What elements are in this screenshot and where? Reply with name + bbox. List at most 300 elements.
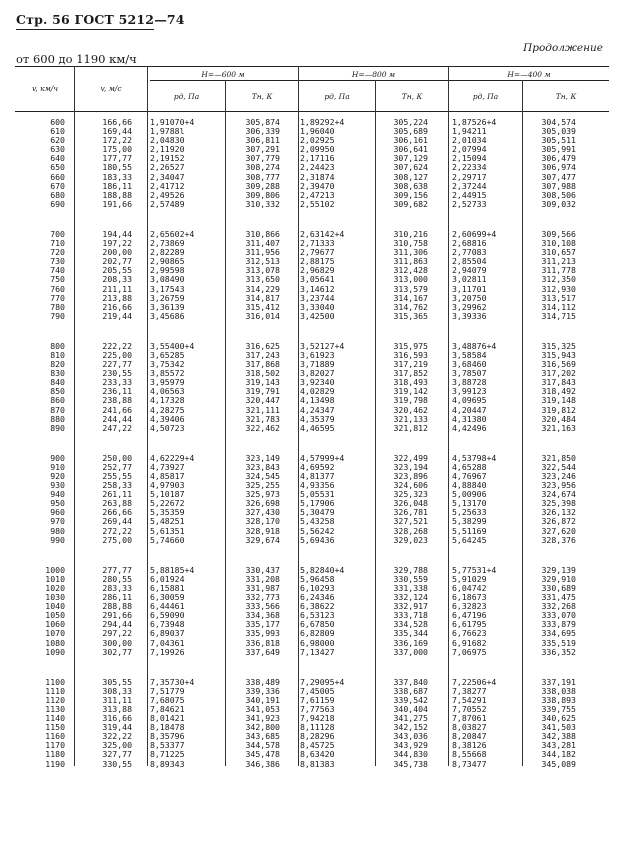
table-cell: 4,50723: [150, 422, 185, 433]
table-cell: 740: [50, 265, 65, 276]
row-group: [378, 566, 428, 657]
table-cell: 311,11: [102, 694, 132, 705]
table-cell: 2,39470: [300, 180, 335, 191]
table-cell: 870: [50, 404, 65, 415]
table-cell: 6,89037: [150, 628, 185, 639]
table-cell: 1,87526+4: [452, 117, 497, 127]
col-header-t: Tн, К: [555, 92, 577, 101]
table-cell: 7,29095+4: [300, 676, 345, 687]
table-cell: 2,24423: [300, 162, 335, 173]
table-cell: 1190: [45, 758, 65, 769]
col-header-t: Tн, К: [251, 92, 273, 101]
table-cell: 309,566: [541, 228, 576, 239]
table-cell: 880: [50, 413, 65, 424]
table-cell: 750: [50, 274, 65, 285]
table-cell: 238,88: [102, 395, 132, 406]
table-cell: 323,956: [541, 480, 576, 491]
table-cell: 3,33040: [300, 301, 335, 312]
table-cell: 329,023: [393, 534, 428, 545]
table-cell: 321,850: [541, 452, 576, 463]
table-cell: 5,10187: [150, 489, 185, 500]
table-cell: 8,63420: [300, 749, 335, 760]
table-cell: 6,67850: [300, 619, 335, 630]
row-group: [452, 566, 516, 657]
row-group: [378, 454, 428, 545]
table-cell: 1160: [45, 731, 65, 742]
table-cell: 2,73869: [150, 238, 185, 249]
table-cell: 6,04742: [452, 582, 487, 593]
table-cell: 213,88: [102, 292, 132, 303]
row-group: [82, 118, 132, 209]
table-cell: 183,33: [102, 171, 132, 182]
table-header-mid-rule: [150, 80, 609, 81]
table-cell: 318,492: [541, 386, 576, 397]
row-group: [15, 566, 65, 657]
table-cell: 315,975: [393, 340, 428, 351]
table-cell: 2,29717: [452, 171, 487, 182]
table-cell: 286,11: [102, 592, 132, 603]
table-cell: 2,79677: [300, 247, 335, 258]
table-cell: 5,61351: [150, 525, 185, 536]
table-cell: 318,493: [393, 377, 428, 388]
table-cell: 3,05641: [300, 274, 335, 285]
table-cell: 4,53798+4: [452, 452, 497, 463]
table-cell: 331,208: [245, 573, 280, 584]
table-cell: 316,569: [541, 359, 576, 370]
table-cell: 3,45686: [150, 310, 185, 321]
table-cell: 4,09695: [452, 395, 487, 406]
table-cell: 322,462: [245, 422, 280, 433]
table-cell: 4,81377: [300, 471, 335, 481]
table-cell: 2,31874: [300, 171, 335, 182]
table-cell: 7,68075: [150, 694, 185, 705]
table-cell: 4,35379: [300, 413, 335, 424]
table-cell: 1080: [45, 637, 65, 648]
table-cell: 900: [50, 452, 65, 463]
col-header-h-800: H=—800 м: [351, 70, 396, 79]
table-cell: 5,25633: [452, 507, 487, 518]
table-cell: 342,388: [541, 731, 576, 742]
table-cell: 333,070: [541, 610, 576, 621]
table-cell: 5,35359: [150, 507, 185, 518]
table-cell: 3,36139: [150, 301, 185, 312]
table-cell: 275,00: [102, 534, 132, 545]
table-cell: 3,78507: [452, 368, 487, 379]
table-cell: 336,169: [393, 637, 428, 648]
page-header: Стр. 56 ГОСТ 5212—74: [16, 12, 185, 27]
table-cell: 5,64245: [452, 534, 487, 545]
table-cell: 820: [50, 359, 65, 370]
table-cell: 307,624: [393, 162, 428, 173]
table-cell: 8,18478: [150, 722, 185, 733]
table-cell: 345,478: [245, 749, 280, 760]
table-cell: 324,545: [245, 471, 280, 481]
table-cell: 300,00: [102, 637, 132, 648]
table-cell: 7,35730+4: [150, 676, 195, 687]
table-cell: 342,152: [393, 722, 428, 733]
table-cell: 310,866: [245, 228, 280, 239]
table-cell: 309,682: [393, 198, 428, 209]
table-cell: 7,54291: [452, 694, 487, 705]
table-cell: 3,52127+4: [300, 340, 345, 351]
table-cell: 2,94079: [452, 265, 487, 276]
row-group: [228, 118, 280, 209]
table-cell: 4,85817: [150, 471, 185, 481]
table-cell: 333,718: [393, 610, 428, 621]
table-cell: 4,17328: [150, 395, 185, 406]
continuation-label: Продолжение: [523, 42, 603, 54]
table-cell: 306,641: [393, 144, 428, 155]
table-cell: 2,82289: [150, 247, 185, 258]
table-cell: 324,606: [393, 480, 428, 491]
table-cell: 6,01924: [150, 573, 185, 584]
table-cell: 321,812: [393, 422, 428, 433]
table-cell: 5,51169: [452, 525, 487, 536]
table-cell: 8,03827: [452, 722, 487, 733]
table-cell: 320,484: [541, 413, 576, 424]
table-cell: 780: [50, 301, 65, 312]
table-cell: 700: [50, 228, 65, 239]
table-cell: 890: [50, 422, 65, 433]
table-cell: 319,812: [541, 404, 576, 415]
row-group: [524, 566, 576, 657]
table-cell: 2,22334: [452, 162, 487, 173]
table-cell: 2,04830: [150, 135, 185, 146]
table-cell: 1060: [45, 619, 65, 630]
table-cell: 5,69436: [300, 534, 335, 545]
table-cell: 850: [50, 386, 65, 397]
table-cell: 7,38277: [452, 685, 487, 696]
table-cell: 4,02829: [300, 386, 335, 397]
table-cell: 312,930: [541, 283, 576, 294]
row-group: [524, 678, 576, 769]
table-cell: 4,88840: [452, 480, 487, 491]
table-cell: 325,255: [245, 480, 280, 491]
table-cell: 2,07994: [452, 144, 487, 155]
column-p-600: [150, 118, 216, 790]
table-cell: 169,44: [102, 126, 132, 137]
table-cell: 7,19926: [150, 646, 185, 657]
table-cell: 3,71889: [300, 359, 335, 370]
table-cell: 8,01421: [150, 713, 185, 724]
table-cell: 313,579: [393, 283, 428, 294]
column-t-800: [378, 118, 428, 790]
table-cell: 4,06563: [150, 386, 185, 397]
table-cell: 335,993: [245, 628, 280, 639]
table-cell: 334,695: [541, 628, 576, 639]
table-cell: 3,48876+4: [452, 340, 497, 351]
table-header-bottom-rule: [15, 111, 609, 112]
table-cell: 1070: [45, 628, 65, 639]
table-cell: 810: [50, 349, 65, 360]
table-cell: 227,77: [102, 359, 132, 370]
table-cell: 2,44915: [452, 189, 487, 200]
table-cell: 216,66: [102, 301, 132, 312]
table-cell: 208,33: [102, 274, 132, 285]
table-cell: 3,82027: [300, 368, 335, 379]
table-cell: 309,806: [245, 189, 280, 200]
table-cell: 620: [50, 135, 65, 146]
table-cell: 337,191: [541, 676, 576, 687]
table-vline: [522, 80, 523, 766]
table-cell: 261,11: [102, 489, 132, 500]
table-cell: 321,783: [245, 413, 280, 424]
table-cell: 332,124: [393, 592, 428, 603]
table-cell: 308,33: [102, 685, 132, 696]
table-cell: 333,879: [541, 619, 576, 630]
table-cell: 7,84621: [150, 703, 185, 714]
table-cell: 305,039: [541, 126, 576, 137]
table-cell: 670: [50, 180, 65, 191]
table-cell: 2,90865: [150, 256, 185, 267]
table-cell: 315,943: [541, 349, 576, 360]
table-cell: 3,02811: [452, 274, 487, 285]
row-group: [82, 678, 132, 769]
row-group: [452, 454, 516, 545]
table-cell: 790: [50, 310, 65, 321]
table-cell: 326,048: [393, 498, 428, 509]
table-cell: 1100: [45, 676, 65, 687]
table-cell: 312,350: [541, 274, 576, 285]
row-group: [150, 230, 216, 321]
table-cell: 328,918: [245, 525, 280, 536]
table-cell: 4,93356: [300, 480, 335, 491]
table-cell: 5,82840+4: [300, 564, 345, 575]
table-cell: 219,44: [102, 310, 132, 321]
table-cell: 341,275: [393, 713, 428, 724]
table-cell: 247,22: [102, 422, 132, 433]
table-cell: 310,758: [393, 238, 428, 249]
table-cell: 317,202: [541, 368, 576, 379]
row-group: [150, 342, 216, 433]
table-cell: 920: [50, 471, 65, 481]
table-cell: 8,55668: [452, 749, 487, 760]
table-cell: 2,77083: [452, 247, 487, 258]
table-cell: 317,868: [245, 359, 280, 370]
table-cell: 250,00: [102, 452, 132, 463]
row-group: [300, 230, 364, 321]
table-cell: 344,830: [393, 749, 428, 760]
table-cell: 3,61923: [300, 349, 335, 360]
table-cell: 6,73948: [150, 619, 185, 630]
table-cell: 6,53123: [300, 610, 335, 621]
table-cell: 6,38622: [300, 601, 335, 612]
table-cell: 197,22: [102, 238, 132, 249]
col-header-p: pд, Па: [173, 92, 200, 101]
table-cell: 8,11128: [300, 722, 335, 733]
table-cell: 4,62229+4: [150, 452, 195, 463]
col-header-h-600: H=—600 м: [201, 70, 245, 79]
table-cell: 343,036: [393, 731, 428, 742]
table-cell: 1120: [45, 694, 65, 705]
table-cell: 8,20847: [452, 731, 487, 742]
table-cell: 720: [50, 247, 65, 258]
table-cell: 6,98000: [300, 637, 335, 648]
column-v-ms: [82, 118, 132, 790]
table-cell: 7,70552: [452, 703, 487, 714]
table-cell: 311,407: [245, 238, 280, 249]
table-cell: 314,112: [541, 301, 576, 312]
row-group: [378, 230, 428, 321]
table-cell: 7,06975: [452, 646, 487, 657]
table-cell: 313,517: [541, 292, 576, 303]
table-cell: 318,502: [245, 368, 280, 379]
row-group: [15, 118, 65, 209]
table-cell: 6,10293: [300, 582, 335, 593]
table-cell: 329,910: [541, 573, 576, 584]
col-header-v-kmh: v, км/ч: [31, 84, 58, 93]
table-cell: 310,108: [541, 238, 576, 249]
table-cell: 4,31380: [452, 413, 487, 424]
table-cell: 180,55: [102, 162, 132, 173]
table-cell: 4,46595: [300, 422, 335, 433]
table-cell: 8,73477: [452, 758, 487, 769]
table-cell: 313,650: [245, 274, 280, 285]
col-header-p: pд, Па: [324, 92, 350, 101]
table-cell: 341,503: [541, 722, 576, 733]
table-cell: 1140: [45, 713, 65, 724]
table-cell: 327,620: [541, 525, 576, 536]
col-header-p: pд, Па: [472, 92, 499, 101]
table-cell: 345,089: [541, 758, 576, 769]
table-cell: 307,291: [245, 144, 280, 155]
table-cell: 338,687: [393, 685, 428, 696]
table-cell: 266,66: [102, 507, 132, 518]
table-cell: 230,55: [102, 368, 132, 379]
table-cell: 339,542: [393, 694, 428, 705]
table-cell: 2,11920: [150, 144, 185, 155]
table-cell: 323,194: [393, 461, 428, 472]
table-cell: 2,57489: [150, 198, 185, 209]
table-cell: 6,82809: [300, 628, 335, 639]
table-cell: 5,22672: [150, 498, 185, 509]
table-cell: 305,689: [393, 126, 428, 137]
table-cell: 341,053: [245, 703, 280, 714]
table-cell: 5,74660: [150, 534, 185, 545]
table-cell: 306,479: [541, 153, 576, 164]
table-cell: 186,11: [102, 180, 132, 191]
row-group: [452, 342, 516, 433]
table-cell: 252,77: [102, 461, 132, 472]
table-cell: 175,00: [102, 144, 132, 155]
table-cell: 323,896: [393, 471, 428, 481]
table-cell: 328,268: [393, 525, 428, 536]
table-cell: 940: [50, 489, 65, 500]
table-cell: 2,37244: [452, 180, 487, 191]
table-cell: 650: [50, 162, 65, 173]
table-cell: 308,638: [393, 180, 428, 191]
table-cell: 5,05531: [300, 489, 335, 500]
table-cell: 2,88175: [300, 256, 335, 267]
table-vline: [375, 80, 376, 766]
table-cell: 2,55102: [300, 198, 335, 209]
table-cell: 6,18673: [452, 592, 487, 603]
table-cell: 5,77531+4: [452, 564, 497, 575]
table-cell: 205,55: [102, 265, 132, 276]
row-group: [524, 454, 576, 545]
column-t-600: [228, 118, 280, 790]
row-group: [300, 566, 364, 657]
table-cell: 3,08490: [150, 274, 185, 285]
table-cell: 225,00: [102, 349, 132, 360]
row-group: [300, 118, 364, 209]
table-cell: 339,755: [541, 703, 576, 714]
row-group: [82, 566, 132, 657]
row-group: [15, 678, 65, 769]
table-cell: 338,489: [245, 676, 280, 687]
table-cell: 2,41712: [150, 180, 185, 191]
row-group: [300, 342, 364, 433]
table-cell: 329,674: [245, 534, 280, 545]
table-cell: 315,325: [541, 340, 576, 351]
table-cell: 316,625: [245, 340, 280, 351]
table-cell: 322,544: [541, 461, 576, 472]
table-cell: 310,216: [393, 228, 428, 239]
table-cell: 4,24347: [300, 404, 335, 415]
table-cell: 5,00906: [452, 489, 487, 500]
table-cell: 980: [50, 525, 65, 536]
table-cell: 6,47196: [452, 610, 487, 621]
table-cell: 5,38299: [452, 516, 487, 527]
table-cell: 345,738: [393, 758, 428, 769]
table-cell: 319,791: [245, 386, 280, 397]
table-cell: 910: [50, 461, 65, 472]
table-cell: 340,191: [245, 694, 280, 705]
table-cell: 323,246: [541, 471, 576, 481]
table-cell: 343,929: [393, 740, 428, 751]
table-cell: 314,229: [245, 283, 280, 294]
table-cell: 2,02925: [300, 135, 335, 146]
column-t-400: [524, 118, 576, 790]
table-cell: 305,224: [393, 117, 428, 127]
table-cell: 4,57999+4: [300, 452, 345, 463]
table-cell: 2,17116: [300, 153, 335, 164]
table-cell: 316,014: [245, 310, 280, 321]
table-cell: 307,129: [393, 153, 428, 164]
table-cell: 317,843: [541, 377, 576, 388]
table-cell: 311,863: [393, 256, 428, 267]
table-cell: 311,306: [393, 247, 428, 258]
table-cell: 319,143: [245, 377, 280, 388]
row-group: [150, 678, 216, 769]
table-cell: 327,77: [102, 749, 132, 760]
table-cell: 269,44: [102, 516, 132, 527]
table-cell: 321,133: [393, 413, 428, 424]
table-cell: 313,88: [102, 703, 132, 714]
table-cell: 7,45005: [300, 685, 335, 696]
table-cell: 325,973: [245, 489, 280, 500]
table-cell: 6,91682: [452, 637, 487, 648]
table-cell: 3,65285: [150, 349, 185, 360]
table-cell: 334,528: [393, 619, 428, 630]
table-cell: 324,674: [541, 489, 576, 500]
table-cell: 4,65288: [452, 461, 487, 472]
table-cell: 311,778: [541, 265, 576, 276]
table-cell: 8,28296: [300, 731, 335, 742]
table-cell: 5,13170: [452, 498, 487, 509]
table-cell: 5,17906: [300, 498, 335, 509]
table-cell: 294,44: [102, 619, 132, 630]
table-cell: 3,23744: [300, 292, 335, 303]
table-cell: 310,332: [245, 198, 280, 209]
row-group: [15, 454, 65, 545]
table-cell: 630: [50, 144, 65, 155]
table-cell: 770: [50, 292, 65, 303]
table-cell: 343,281: [541, 740, 576, 751]
range-label: от 600 до 1190 км/ч: [16, 52, 137, 66]
table-cell: 311,956: [245, 247, 280, 258]
table-cell: 343,685: [245, 731, 280, 742]
